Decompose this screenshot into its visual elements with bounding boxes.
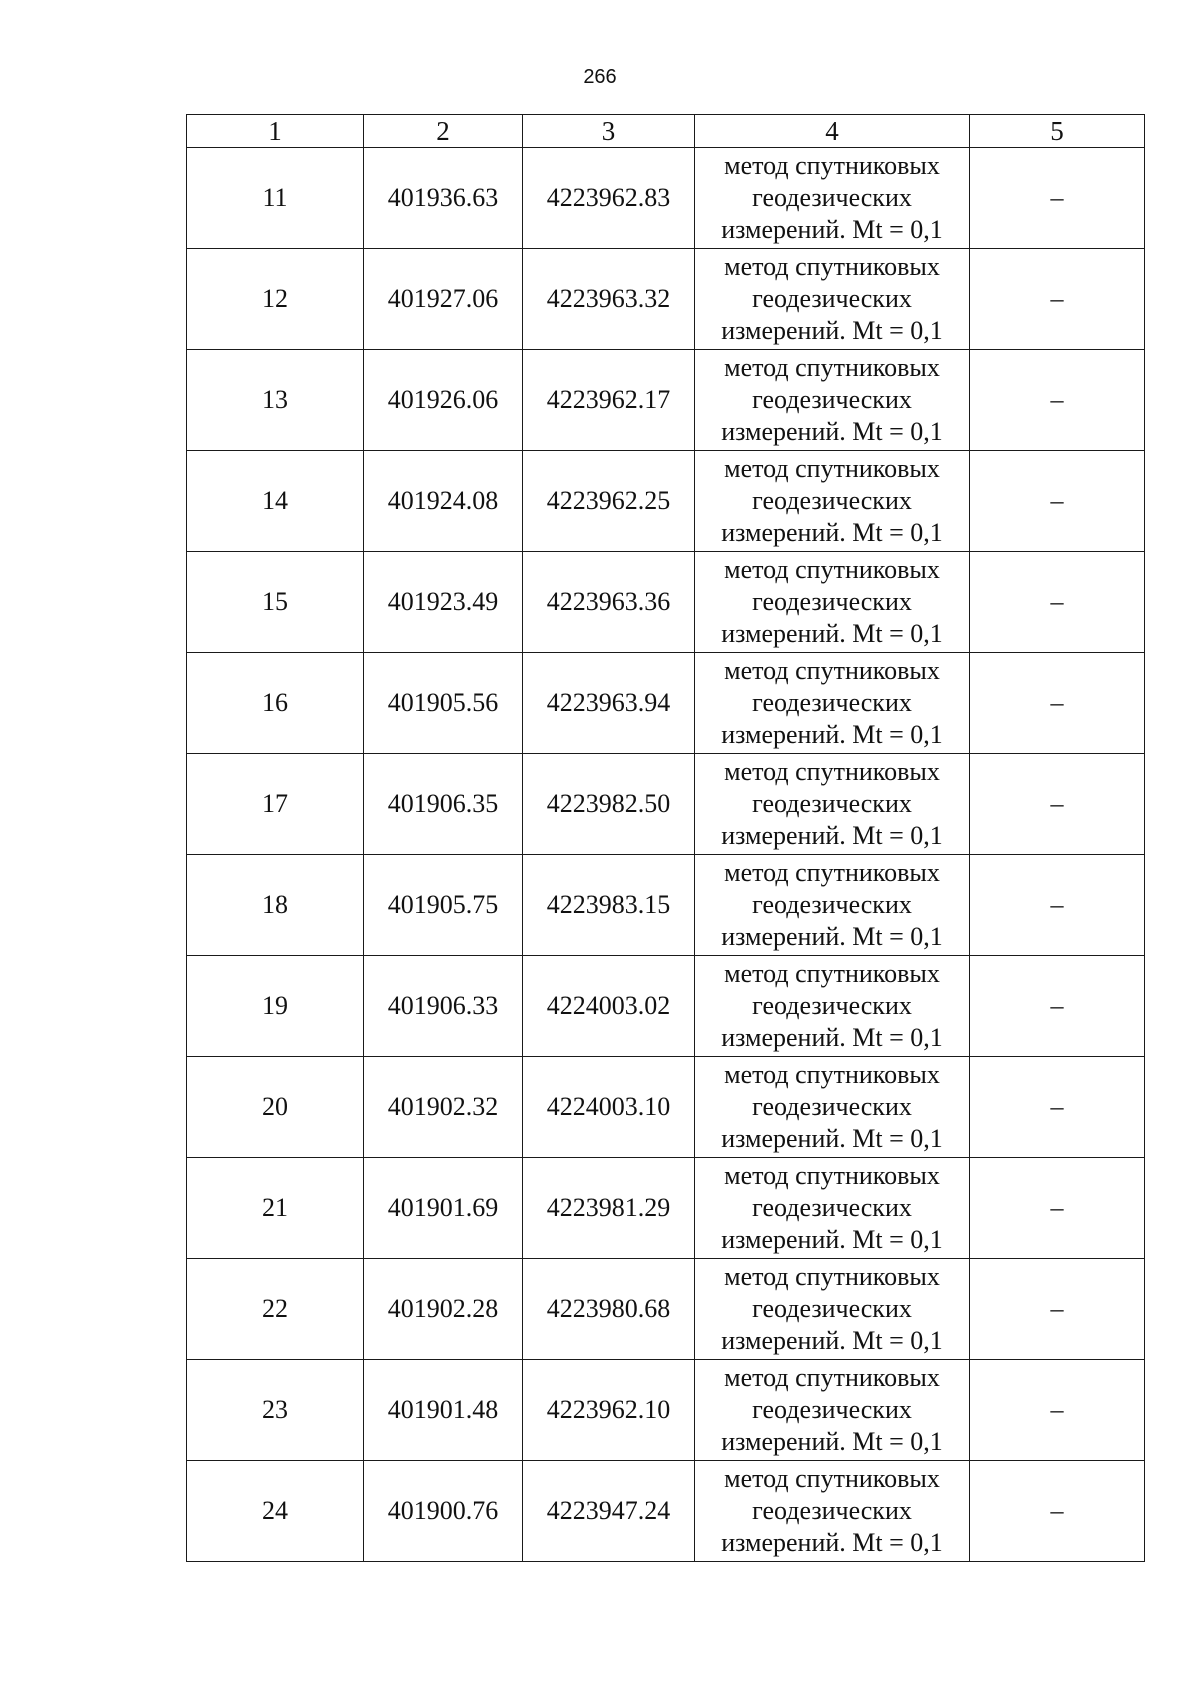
table-row <box>187 1259 1145 1360</box>
coordinate-x-cell: 401905.75 <box>364 855 523 956</box>
table-row <box>187 754 1145 855</box>
method-cell: метод спутниковых геодезических измерений. Mt = 0,1 <box>695 552 970 653</box>
coordinate-y-cell: 4223981.29 <box>523 1158 695 1259</box>
coordinate-x-cell: 401926.06 <box>364 350 523 451</box>
page-number: 266 <box>583 66 617 88</box>
coordinate-y-cell: 4223982.50 <box>523 754 695 855</box>
note-cell: – <box>970 148 1145 249</box>
method-cell: метод спутниковых геодезических измерений. Mt = 0,1 <box>695 1158 970 1259</box>
column-header-5: 5 <box>970 115 1145 148</box>
method-cell: метод спутниковых геодезических измерений. Mt = 0,1 <box>695 249 970 350</box>
table-row <box>187 956 1145 1057</box>
point-number-cell: 11 <box>187 148 364 249</box>
point-number-cell: 18 <box>187 855 364 956</box>
coordinate-y-cell: 4223962.83 <box>523 148 695 249</box>
coordinate-x-cell: 401901.69 <box>364 1158 523 1259</box>
column-header-3: 3 <box>523 115 695 148</box>
coordinate-y-cell: 4223947.24 <box>523 1461 695 1562</box>
coordinate-y-cell: 4223963.94 <box>523 653 695 754</box>
method-cell: метод спутниковых геодезических измерений. Mt = 0,1 <box>695 754 970 855</box>
table-body <box>187 148 1145 1562</box>
coordinate-y-cell: 4223962.10 <box>523 1360 695 1461</box>
coordinate-y-cell: 4223963.36 <box>523 552 695 653</box>
note-cell: – <box>970 451 1145 552</box>
note-cell: – <box>970 1057 1145 1158</box>
point-number-cell: 17 <box>187 754 364 855</box>
coordinate-x-cell: 401900.76 <box>364 1461 523 1562</box>
table-row <box>187 653 1145 754</box>
method-cell: метод спутниковых геодезических измерений. Mt = 0,1 <box>695 956 970 1057</box>
coordinate-x-cell: 401902.28 <box>364 1259 523 1360</box>
column-header-1: 1 <box>187 115 364 148</box>
table-row <box>187 1158 1145 1259</box>
method-cell: метод спутниковых геодезических измерений. Mt = 0,1 <box>695 1461 970 1562</box>
method-cell: метод спутниковых геодезических измерений. Mt = 0,1 <box>695 1360 970 1461</box>
point-number-cell: 19 <box>187 956 364 1057</box>
coordinate-x-cell: 401905.56 <box>364 653 523 754</box>
method-cell: метод спутниковых геодезических измерений. Mt = 0,1 <box>695 451 970 552</box>
note-cell: – <box>970 552 1145 653</box>
coordinate-x-cell: 401906.35 <box>364 754 523 855</box>
note-cell: – <box>970 1461 1145 1562</box>
note-cell: – <box>970 956 1145 1057</box>
coordinate-y-cell: 4223983.15 <box>523 855 695 956</box>
point-number-cell: 13 <box>187 350 364 451</box>
note-cell: – <box>970 249 1145 350</box>
table-row <box>187 1057 1145 1158</box>
coordinate-x-cell: 401924.08 <box>364 451 523 552</box>
note-cell: – <box>970 855 1145 956</box>
column-header-2: 2 <box>364 115 523 148</box>
note-cell: – <box>970 754 1145 855</box>
note-cell: – <box>970 1158 1145 1259</box>
coordinate-x-cell: 401936.63 <box>364 148 523 249</box>
coordinate-x-cell: 401923.49 <box>364 552 523 653</box>
table-row <box>187 855 1145 956</box>
coordinate-x-cell: 401927.06 <box>364 249 523 350</box>
point-number-cell: 21 <box>187 1158 364 1259</box>
table-row <box>187 148 1145 249</box>
method-cell: метод спутниковых геодезических измерений. Mt = 0,1 <box>695 1057 970 1158</box>
coordinate-x-cell: 401902.32 <box>364 1057 523 1158</box>
table-row <box>187 552 1145 653</box>
point-number-cell: 16 <box>187 653 364 754</box>
coordinate-y-cell: 4223980.68 <box>523 1259 695 1360</box>
note-cell: – <box>970 1360 1145 1461</box>
point-number-cell: 12 <box>187 249 364 350</box>
coordinates-table <box>186 114 1145 1562</box>
point-number-cell: 24 <box>187 1461 364 1562</box>
column-header-4: 4 <box>695 115 970 148</box>
method-cell: метод спутниковых геодезических измерений. Mt = 0,1 <box>695 350 970 451</box>
table-row <box>187 350 1145 451</box>
coordinate-y-cell: 4223963.32 <box>523 249 695 350</box>
point-number-cell: 15 <box>187 552 364 653</box>
point-number-cell: 14 <box>187 451 364 552</box>
coordinate-y-cell: 4224003.02 <box>523 956 695 1057</box>
table-row <box>187 451 1145 552</box>
point-number-cell: 23 <box>187 1360 364 1461</box>
method-cell: метод спутниковых геодезических измерений. Mt = 0,1 <box>695 855 970 956</box>
note-cell: – <box>970 1259 1145 1360</box>
method-cell: метод спутниковых геодезических измерений. Mt = 0,1 <box>695 148 970 249</box>
table-row <box>187 1461 1145 1562</box>
note-cell: – <box>970 653 1145 754</box>
table-row <box>187 1360 1145 1461</box>
point-number-cell: 20 <box>187 1057 364 1158</box>
coordinate-x-cell: 401906.33 <box>364 956 523 1057</box>
note-cell: – <box>970 350 1145 451</box>
coordinate-y-cell: 4223962.17 <box>523 350 695 451</box>
coordinate-x-cell: 401901.48 <box>364 1360 523 1461</box>
method-cell: метод спутниковых геодезических измерений. Mt = 0,1 <box>695 1259 970 1360</box>
coordinate-y-cell: 4224003.10 <box>523 1057 695 1158</box>
point-number-cell: 22 <box>187 1259 364 1360</box>
table-header-row <box>187 115 1145 148</box>
table-row <box>187 249 1145 350</box>
method-cell: метод спутниковых геодезических измерений. Mt = 0,1 <box>695 653 970 754</box>
coordinate-y-cell: 4223962.25 <box>523 451 695 552</box>
